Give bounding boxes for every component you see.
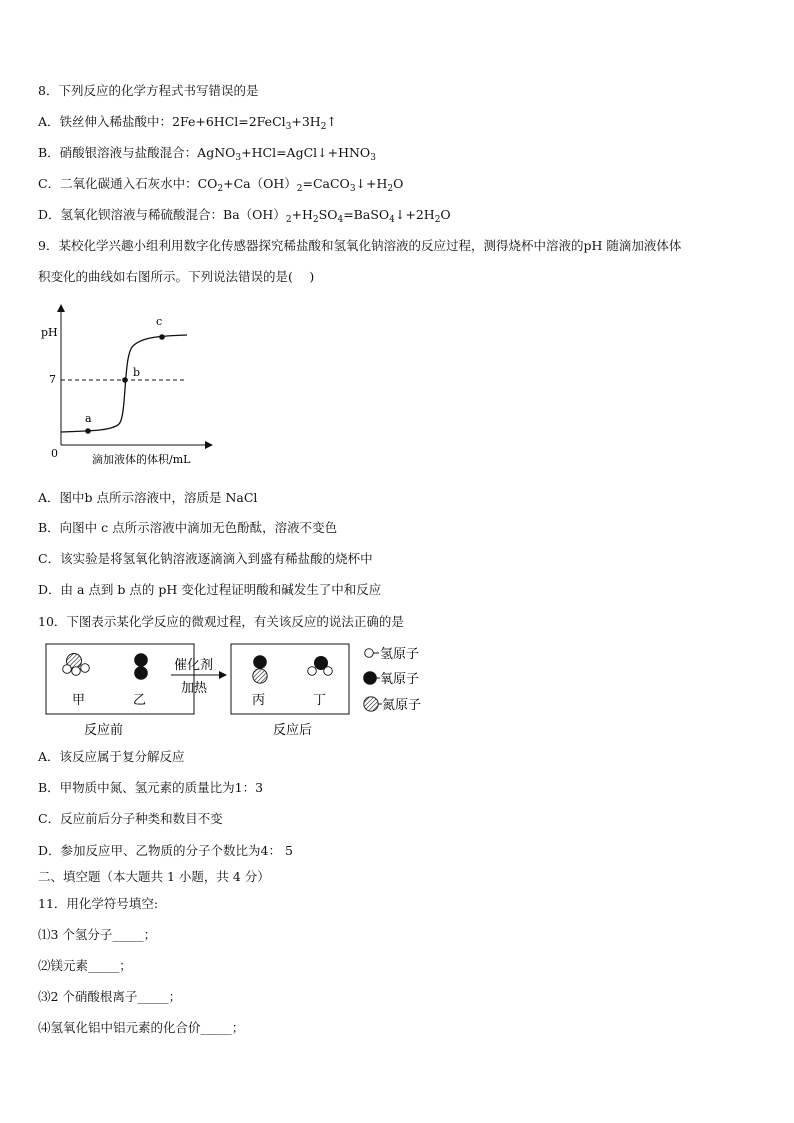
- ph7-tick-label: 7: [49, 373, 56, 386]
- svg-text:氢原子: 氢原子: [380, 647, 420, 662]
- oxygen-atom-icon: [363, 671, 377, 685]
- yi-label: 乙: [133, 693, 147, 708]
- before-reaction-box: [46, 644, 194, 714]
- q8-option-b: B．硝酸银溶液与盐酸混合：$AgNO_3+HCl=AgCl↓+HNO_3$: [38, 145, 376, 163]
- svg-text:氧原子: 氧原子: [380, 672, 420, 687]
- q11-item-2: ⑵镁元素_____；: [38, 958, 132, 973]
- q10-option-c: C．反应前后分子种类和数目不变: [38, 811, 223, 826]
- svg-text:氮原子: 氮原子: [382, 698, 422, 713]
- bing-label: 丙: [252, 693, 266, 708]
- q10-option-a: A．该反应属于复分解反应: [38, 749, 185, 764]
- q8-option-d: D．氢氧化钡溶液与稀硫酸混合：$Ba(OH)_2+H_2SO_4=BaSO_4↓+2H_2O$: [38, 207, 451, 225]
- jia-label: 甲: [72, 693, 86, 708]
- point-a-label: a: [85, 412, 92, 425]
- x-axis-label: 滴加液体的体积/mL: [92, 453, 191, 466]
- q11-item-1: ⑴3 个氢分子_____；: [38, 927, 157, 942]
- before-label: 反应前: [84, 723, 124, 738]
- heat-label: 加热: [181, 681, 208, 696]
- origin-label: 0: [51, 447, 58, 460]
- q9-option-d: D．由 a 点到 b 点的 pH 变化过程证明酸和碱发生了中和反应: [38, 582, 382, 597]
- q11-stem: 11．用化学符号填空:: [38, 896, 159, 911]
- q8-stem: 8．下列反应的化学方程式书写错误的是: [38, 83, 259, 98]
- nitrogen-atom-icon: [364, 697, 378, 711]
- q9-stem: 9．某校化学兴趣小组利用数字化传感器探究稀盐酸和氢氧化钠溶液的反应过程，测得烧杯中溶液的pH 随滴加液体体 积变化的曲线如右图所示。下列说法错误的是( ): [38, 238, 682, 284]
- q8-option-c: C．二氧化碳通入石灰水中：$CO_2+Ca(OH)_2=CaCO_3↓+H_2O$: [38, 176, 404, 194]
- yi-molecule: [134, 653, 148, 680]
- jia-molecule: [63, 654, 90, 676]
- q11-item-3: ⑶2 个硝酸根离子_____；: [38, 989, 182, 1004]
- q9-option-c: C．该实验是将氢氧化钠溶液逐滴滴入到盛有稀盐酸的烧杯中: [38, 551, 373, 566]
- ph-curve-graph: [35, 300, 225, 475]
- q9-option-b: B．向图中 c 点所示溶液中滴加无色酚酞，溶液不变色: [38, 520, 338, 535]
- q9-option-a: A．图中b 点所示溶液中，溶质是 NaCl: [38, 490, 258, 505]
- ph-curve: [61, 335, 187, 432]
- after-label: 反应后: [273, 723, 313, 738]
- q10-stem: 10．下图表示某化学反应的微观过程，有关该反应的说法正确的是: [38, 614, 404, 629]
- q8-option-a: A．铁丝伸入稀盐酸中：$2Fe+6HCl=2FeCl_3+3H_2↑$: [38, 114, 337, 132]
- legend-hydrogen: [365, 647, 419, 662]
- legend-oxygen: [363, 671, 419, 687]
- legend-nitrogen: [364, 697, 421, 713]
- bing-molecule: [253, 655, 267, 683]
- q10-option-b: B．甲物质中氮、氢元素的质量比为1：3: [38, 780, 264, 795]
- point-a: [85, 428, 91, 434]
- y-axis-label: pH: [41, 326, 58, 339]
- ding-molecule: [308, 656, 333, 675]
- catalyst-label: 催化剂: [174, 658, 214, 673]
- q10-option-d: D．参加反应甲、乙物质的分子个数比为4： 5: [38, 843, 293, 858]
- point-c: [159, 334, 165, 340]
- reaction-diagram: [40, 640, 450, 740]
- after-reaction-box: [231, 644, 349, 714]
- ding-label: 丁: [313, 693, 327, 708]
- hydrogen-atom-icon: [365, 649, 374, 658]
- section-heading: 二、填空题（本大题共 1 小题，共 4 分）: [38, 869, 270, 884]
- point-b: [122, 377, 128, 383]
- q11-item-4: ⑷氢氧化铝中铝元素的化合价_____；: [38, 1020, 245, 1035]
- point-b-label: b: [133, 366, 141, 379]
- point-c-label: c: [156, 315, 163, 328]
